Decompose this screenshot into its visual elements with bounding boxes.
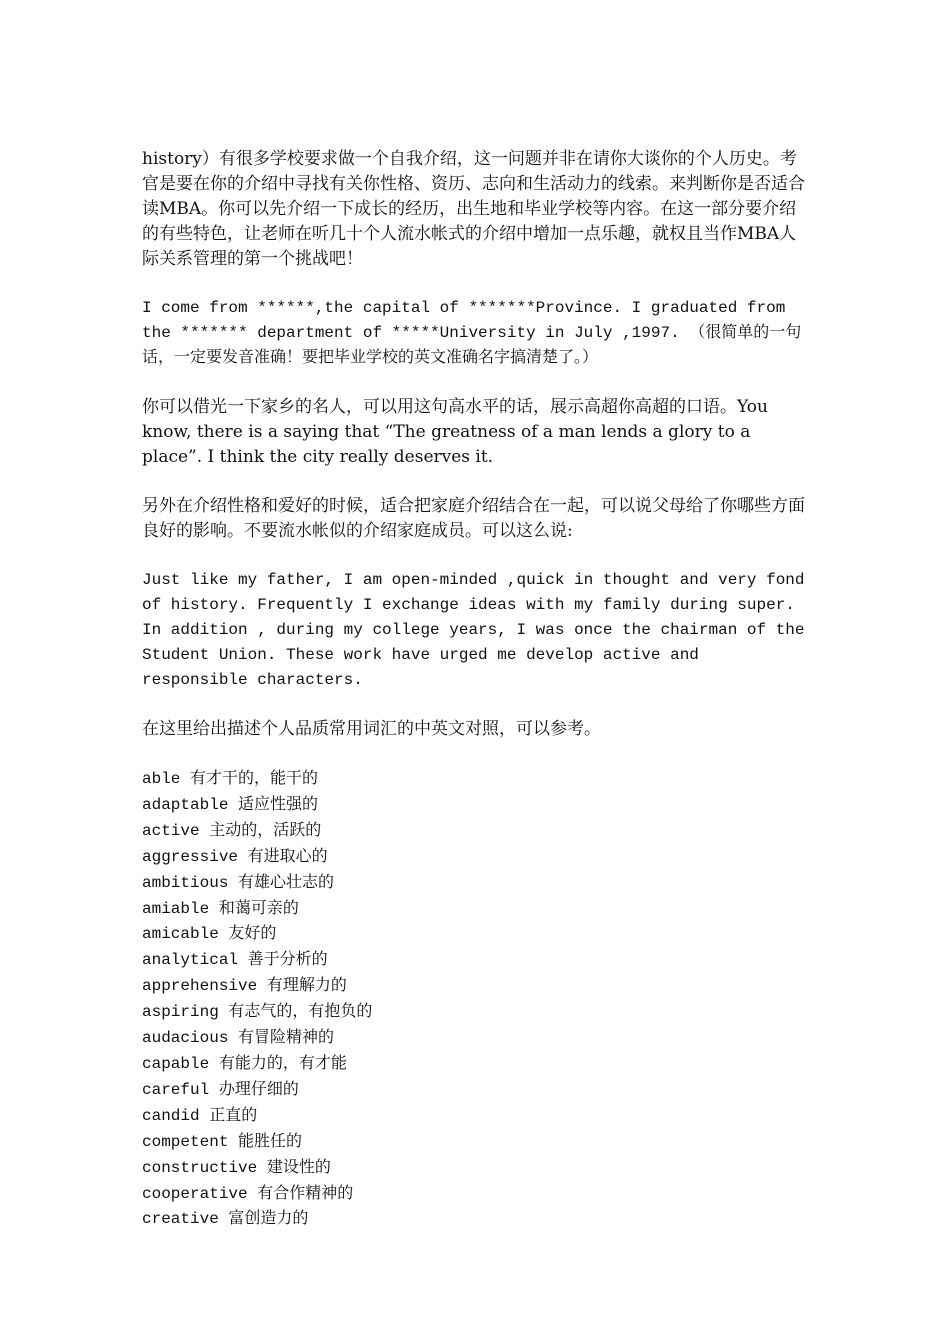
vocab-item xyxy=(142,896,812,922)
vocab-item xyxy=(142,766,812,792)
vocab-cn: 富创造力的 xyxy=(228,1208,309,1228)
vocab-item xyxy=(142,1155,812,1181)
vocab-item xyxy=(142,1025,812,1051)
vocab-en: cooperative xyxy=(142,1184,248,1203)
vocab-cn: 有能力的，有才能 xyxy=(218,1052,347,1072)
vocab-en: adaptable xyxy=(142,795,229,814)
vocab-item xyxy=(142,1077,812,1103)
vocab-item xyxy=(142,947,812,973)
intro-paragraph: history）有很多学校要求做一个自我介绍，这一问题并非在请你大谈你的个人历史。考官是要在你的介绍中寻找有关你性格、资历、志向和生活动力的线索。来判断你是否适合读MBA。你可以先介绍一下成长的经历，出生地和毕业学校等内容。在这一部分要介绍的有些特色，让老师在听几十个人流水帐式的介绍中增加一点乐趣，就权且当作MBA人际关系管理的第一个挑战吧！ xyxy=(142,149,805,269)
vocab-item xyxy=(142,1206,812,1232)
vocab-en: ambitious xyxy=(142,873,229,892)
document-body xyxy=(142,147,815,1232)
vocab-cn: 正直的 xyxy=(209,1104,258,1124)
vocab-item xyxy=(142,1051,812,1077)
vocab-cn: 能胜任的 xyxy=(238,1130,303,1150)
hometown-paragraph: 你可以借光一下家乡的名人，可以用这句高水平的话，展示高超你高超的口语。You know, there is a saying that “The greatness of a man lends a glory to a place”. I think the city really deserves it. xyxy=(142,397,774,467)
vocab-en: careful xyxy=(142,1080,210,1099)
vocab-list xyxy=(142,766,812,1232)
vocab-cn: 有理解力的 xyxy=(266,975,347,995)
vocab-item xyxy=(142,1103,812,1129)
vocab-item xyxy=(142,818,812,844)
vocab-en: candid xyxy=(142,1106,200,1125)
vocab-en: amicable xyxy=(142,925,219,944)
vocab-cn: 和蔼可亲的 xyxy=(218,897,299,917)
vocab-en: able xyxy=(142,770,181,788)
vocab-item xyxy=(142,999,812,1025)
vocab-en: active xyxy=(142,821,200,840)
vocab-en: creative xyxy=(142,1210,219,1229)
vocab-cn: 适应性强的 xyxy=(238,793,319,813)
vocab-item xyxy=(142,844,812,870)
vocab-en: capable xyxy=(142,1054,210,1073)
vocab-item xyxy=(142,921,812,947)
vocab-cn: 有雄心壮志的 xyxy=(238,871,335,891)
family-intro-paragraph: 另外在介绍性格和爱好的时候，适合把家庭介绍结合在一起，可以说父母给了你哪些方面良好的影响。不要流水帐似的介绍家庭成员。可以这么说: xyxy=(142,496,805,541)
vocab-cn: 办理仔细的 xyxy=(218,1078,299,1098)
vocab-cn: 有志气的，有抱负的 xyxy=(228,1001,373,1021)
vocab-cn: 有冒险精神的 xyxy=(238,1027,335,1047)
vocab-en: constructive xyxy=(142,1158,258,1177)
vocab-en: aggressive xyxy=(142,847,239,866)
vocab-en: apprehensive xyxy=(142,977,258,996)
vocab-en: competent xyxy=(142,1132,229,1151)
vocab-cn: 善于分析的 xyxy=(247,949,328,969)
vocab-intro-paragraph: 在这里给出描述个人品质常用词汇的中英文对照，可以参考。 xyxy=(142,719,601,739)
vocab-en: audacious xyxy=(142,1029,229,1048)
vocab-en: amiable xyxy=(142,899,210,918)
father-paragraph: Just like my father, I am open-minded ,quick in thought and very fond of history. Frequently I exchange ideas with my family during super. In addition , during my college years, I was once the chairman of the Student Union. These work have urged me develop active and responsible characters. xyxy=(142,571,815,689)
vocab-item xyxy=(142,792,812,818)
vocab-cn: 有进取心的 xyxy=(247,845,328,865)
vocab-item xyxy=(142,1181,812,1207)
vocab-cn: 有合作精神的 xyxy=(257,1182,354,1202)
vocab-cn: 有才干的，能干的 xyxy=(190,768,319,787)
origin-paragraph: I come from ******,the capital of *******Province. I graduated from the ******* department of *****University in July ,1997. （很简单的一句话，一定要发音准确！要把毕业学校的英文准确名字搞清楚了。） xyxy=(142,299,802,367)
vocab-en: analytical xyxy=(142,951,239,970)
vocab-item xyxy=(142,973,812,999)
vocab-en: aspiring xyxy=(142,1003,219,1022)
vocab-item xyxy=(142,1129,812,1155)
vocab-cn: 主动的，活跃的 xyxy=(209,819,322,839)
vocab-cn: 建设性的 xyxy=(266,1156,331,1176)
vocab-cn: 友好的 xyxy=(228,923,277,943)
vocab-item xyxy=(142,870,812,896)
